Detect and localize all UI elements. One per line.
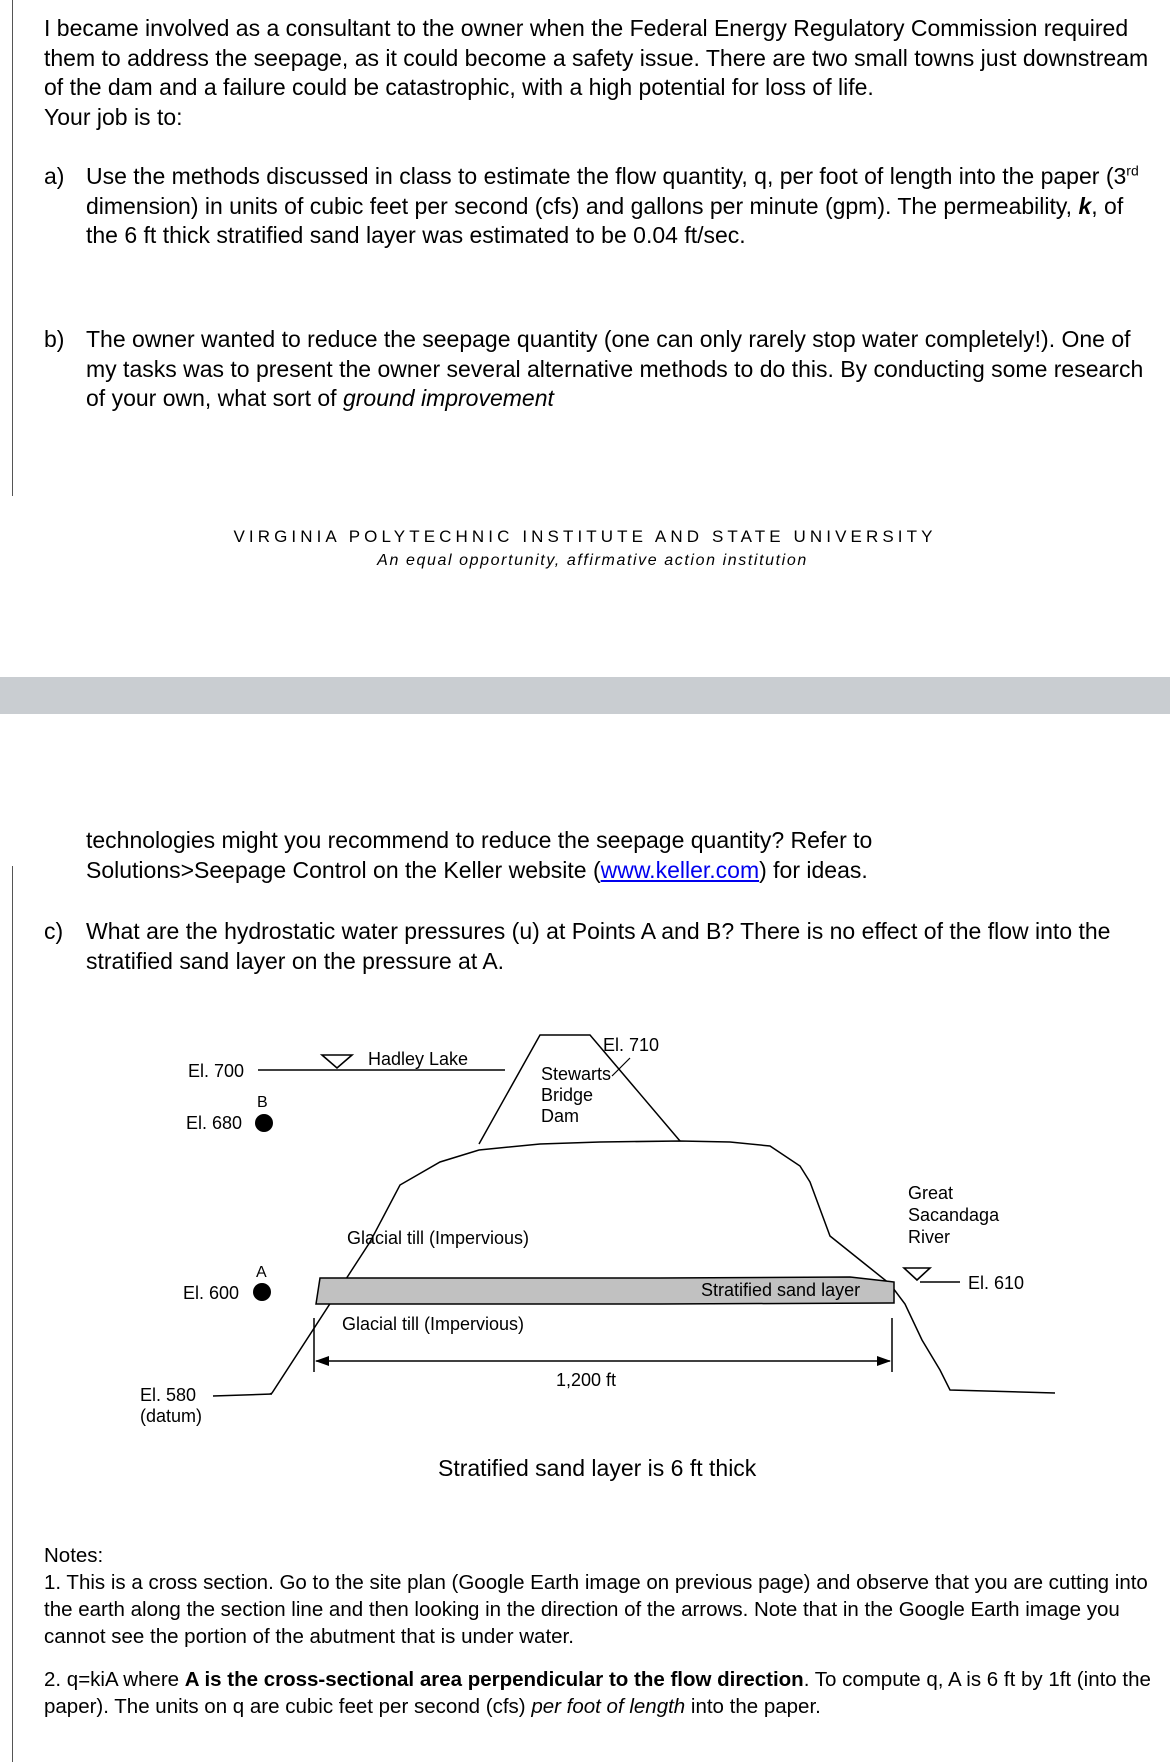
item-a-label: a) [44, 163, 65, 189]
river-label-line3: River [908, 1227, 951, 1247]
notes-heading: Notes: [44, 1544, 104, 1567]
intro-paragraph: I became involved as a consultant to the owner when the Federal Energy Regulatory Commission required them to address the seepage, as it could become a safety issue. There are two small towns just downstream of the dam and a failure could be catastrophic, with a high potential for loss of life. Your job is to: [44, 15, 1149, 130]
item-c-label: c) [44, 918, 64, 944]
datum-ground-line [213, 1394, 272, 1396]
dam-label-line2: Bridge [541, 1085, 594, 1105]
point-a-marker [253, 1283, 271, 1301]
el-710-label: El. 710 [603, 1035, 660, 1055]
dam-label-line1: Stewarts [541, 1064, 612, 1084]
el-680-label: El. 680 [186, 1113, 243, 1133]
item-b-label: b) [44, 326, 65, 352]
river-label-line1: Great [908, 1183, 954, 1203]
note-2: 2. q=kiA where A is the cross-sectional area perpendicular to the flow direction. To compute q, A is 6 ft by 1ft (into the paper). The units on q are cubic feet per second (cfs) per foot of length into the paper. [44, 1668, 1151, 1718]
figure-caption: Stratified sand layer is 6 ft thick [438, 1455, 757, 1481]
ground-surface [270, 1141, 1055, 1394]
lake-label: Hadley Lake [368, 1049, 469, 1069]
river-label-line2: Sacandaga [908, 1205, 1000, 1225]
point-a-label: A [256, 1264, 267, 1281]
el-580-label: El. 580 [140, 1385, 197, 1405]
item-b-continued: technologies might you recommend to reduce the seepage quantity? Refer to Solutions>Seepage Control on the Keller website (www.keller.com) for ideas. [86, 827, 873, 883]
keller-link[interactable]: www.keller.com [600, 856, 760, 883]
datum-label: (datum) [140, 1406, 203, 1426]
item-b-text: The owner wanted to reduce the seepage quantity (one can only rarely stop water completely!). One of my tasks was to present the owner several alternative methods to do this. By conducting some research of your own, what sort of ground improvement [86, 326, 1144, 411]
footer-university: VIRGINIA POLYTECHNIC INSTITUTE AND STATE UNIVERSITY [233, 527, 937, 546]
el-600-label: El. 600 [183, 1283, 240, 1303]
dam-label-line3: Dam [541, 1106, 580, 1126]
glacial-till-lower-label: Glacial till (Impervious) [342, 1314, 525, 1334]
job-heading: Your job is to: [44, 103, 183, 130]
note-1: 1. This is a cross section. Go to the site plan (Google Earth image on previous page) and observe that you are cutting into the earth along the section line and then looking in the direction of the arrows. Note that in the Google Earth image you cannot see the portion of the abutment that is under water. [44, 1571, 1148, 1648]
el-610-label: El. 610 [968, 1273, 1025, 1293]
item-c-text: What are the hydrostatic water pressures (u) at Points A and B? There is no effect of the flow into the stratified sand layer on the pressure at A. [86, 918, 1111, 974]
river-water-symbol [904, 1268, 930, 1280]
point-b-label: B [257, 1094, 268, 1111]
point-b-marker [255, 1114, 273, 1132]
footer-tagline: An equal opportunity, affirmative action institution [377, 552, 808, 569]
sand-layer-label: Stratified sand layer [701, 1280, 861, 1300]
length-label: 1,200 ft [556, 1370, 617, 1390]
glacial-till-upper-label: Glacial till (Impervious) [347, 1228, 530, 1248]
item-a-text: Use the methods discussed in class to estimate the flow quantity, q, per foot of length into the paper (3rd dimension) in units of cubic feet per second (cfs) and gallons per minute (gpm). The permeability, k, of the 6 ft thick stratified sand layer was estimated to be 0.04 ft/sec. [86, 162, 1139, 248]
notes-section [44, 1542, 1154, 1720]
dam-label-pointer [612, 1058, 630, 1076]
el-700-label: El. 700 [188, 1061, 245, 1081]
lake-water-symbol [322, 1055, 352, 1068]
